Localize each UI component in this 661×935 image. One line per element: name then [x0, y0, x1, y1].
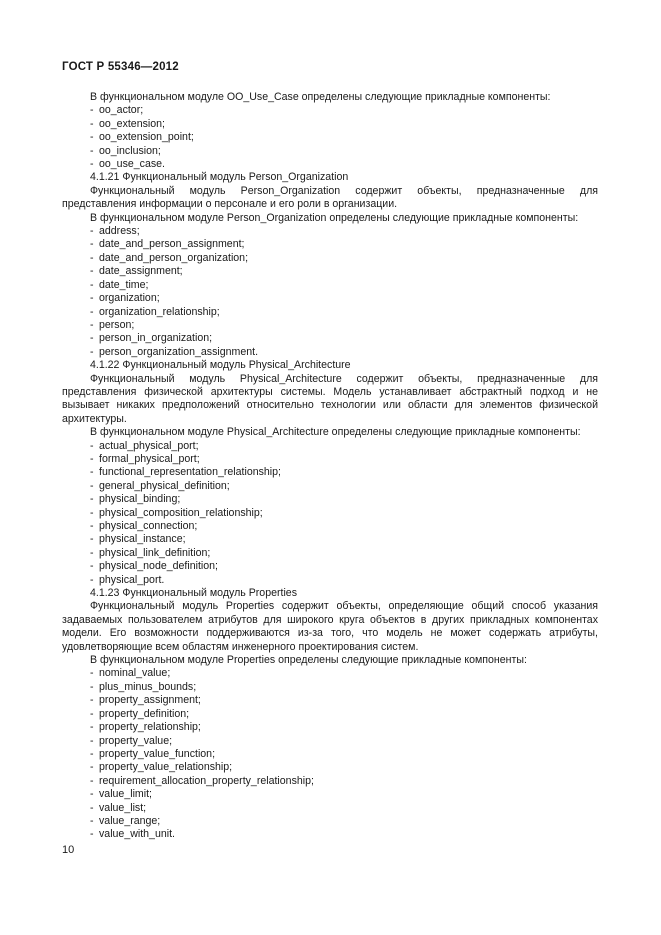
list-item-text: oo_inclusion; — [99, 144, 161, 157]
list-dash: - — [90, 520, 94, 532]
list-item — [62, 775, 598, 788]
list-item-text: oo_use_case. — [99, 158, 165, 171]
list-item — [62, 131, 598, 144]
list-item-text: physical_node_definition; — [99, 560, 218, 573]
document-header: ГОСТ Р 55346—2012 — [62, 61, 179, 73]
list-item-text: requirement_allocation_property_relationship; — [99, 774, 314, 787]
list-item-text: physical_composition_relationship; — [99, 506, 263, 519]
list-item — [62, 238, 598, 251]
list-item — [62, 560, 598, 573]
paragraph: Функциональный модуль Properties содержит объекты, определяющие общий способ указания задаваемых пользователем атрибутов для широкого круга объектов в других прикладных компонентах модели. Его возможности поддерживаются из-за того, что модель не может содержать атрибуты, удовлетворяющие всем областям инженерного проектирования систем. — [62, 600, 598, 653]
list-dash: - — [90, 251, 94, 264]
list-dash: - — [90, 560, 94, 573]
list-item-text: general_physical_definition; — [99, 479, 230, 492]
list-item — [62, 507, 598, 520]
list-item — [62, 681, 598, 694]
list-dash: - — [90, 747, 94, 760]
list-dash: - — [90, 774, 94, 787]
list-item-text: person_in_organization; — [99, 332, 213, 345]
list-item-text: organization_relationship; — [99, 305, 220, 318]
list-dash: - — [90, 238, 94, 251]
list-item-text: functional_representation_relationship; — [99, 466, 281, 479]
list-dash: - — [90, 761, 94, 774]
list-item-text: plus_minus_bounds; — [99, 680, 197, 693]
list-item-text: property_value; — [99, 734, 173, 747]
paragraph: В функциональном модуле Properties определены следующие прикладные компоненты: — [90, 654, 527, 667]
list-dash: - — [90, 506, 94, 519]
page-number: 10 — [62, 844, 75, 856]
list-dash: - — [90, 278, 94, 291]
list-item-text: physical_link_definition; — [99, 546, 211, 559]
list-dash: - — [90, 305, 94, 318]
list-item — [62, 667, 598, 680]
list-item-text: physical_port. — [99, 573, 165, 586]
list-item — [62, 802, 598, 815]
list-item-text: oo_extension; — [99, 117, 165, 130]
list-dash: - — [90, 828, 94, 841]
list-item — [62, 520, 598, 533]
paragraph: Функциональный модуль Physical_Architecture содержит объекты, предназначенные для представления физической архитектуры системы. Модель устанавливает абстрактный подход и не вызывает никаких предположений относительно технологии или области для элементов физической архитектуры. — [62, 372, 598, 425]
list-item — [62, 225, 598, 238]
list-item — [62, 265, 598, 278]
list-dash: - — [90, 265, 94, 278]
list-dash: - — [90, 345, 94, 358]
list-item — [62, 547, 598, 560]
list-item — [62, 493, 598, 506]
list-item-text: date_and_person_assignment; — [99, 238, 245, 251]
list-item-text: actual_physical_port; — [99, 439, 199, 452]
list-dash: - — [90, 533, 94, 546]
list-item — [62, 104, 598, 117]
list-item-text: formal_physical_port; — [99, 452, 200, 465]
list-item-text: organization; — [99, 292, 160, 305]
list-item-text: oo_extension_point; — [99, 131, 194, 144]
list-dash: - — [90, 158, 94, 171]
list-item — [62, 828, 598, 841]
list-item-text: nominal_value; — [99, 667, 171, 680]
list-item-text: value_with_unit. — [99, 828, 175, 841]
list-item — [62, 574, 598, 587]
list-dash: - — [90, 131, 94, 144]
list-item — [62, 292, 598, 305]
document-body — [62, 91, 598, 842]
list-item — [62, 279, 598, 292]
list-dash: - — [90, 117, 94, 130]
section-heading: 4.1.23 Функциональный модуль Properties — [90, 587, 297, 600]
paragraph: Функциональный модуль Person_Organization содержит объекты, предназначенные для представления информации о персонале и его роли в организации. — [62, 184, 598, 211]
list-dash: - — [90, 479, 94, 492]
list-dash: - — [90, 721, 94, 734]
paragraph: В функциональном модуле Physical_Architecture определены следующие прикладные компоненты: — [90, 426, 581, 439]
list-dash: - — [90, 104, 94, 117]
list-dash: - — [90, 707, 94, 720]
list-dash: - — [90, 439, 94, 452]
list-item — [62, 252, 598, 265]
list-item-text: date_assignment; — [99, 265, 183, 278]
list-item — [62, 721, 598, 734]
list-item-text: value_list; — [99, 801, 147, 814]
section-heading: 4.1.22 Функциональный модуль Physical_Architecture — [90, 359, 351, 372]
paragraph: В функциональном модуле Person_Organization определены следующие прикладные компоненты: — [90, 211, 579, 224]
list-dash: - — [90, 292, 94, 305]
list-dash: - — [90, 452, 94, 465]
list-item — [62, 466, 598, 479]
list-item-text: property_definition; — [99, 707, 190, 720]
paragraph: В функциональном модуле OO_Use_Case определены следующие прикладные компоненты: — [90, 91, 551, 103]
list-dash: - — [90, 466, 94, 479]
section-heading: 4.1.21 Функциональный модуль Person_Organization — [90, 171, 349, 184]
list-item — [62, 480, 598, 493]
list-dash: - — [90, 144, 94, 157]
list-item-text: address; — [99, 225, 140, 238]
list-item — [62, 440, 598, 453]
list-item — [62, 319, 598, 332]
list-item — [62, 748, 598, 761]
list-item — [62, 118, 598, 131]
list-dash: - — [90, 814, 94, 827]
list-item-text: physical_binding; — [99, 493, 181, 506]
list-dash: - — [90, 318, 94, 331]
list-item — [62, 332, 598, 345]
list-item-text: value_limit; — [99, 788, 152, 801]
list-dash: - — [90, 573, 94, 586]
list-item — [62, 815, 598, 828]
list-item-text: physical_connection; — [99, 520, 198, 532]
list-item — [62, 533, 598, 546]
list-item-text: property_value_relationship; — [99, 761, 233, 774]
list-item-text: person; — [99, 318, 135, 331]
list-item — [62, 453, 598, 466]
list-item-text: property_relationship; — [99, 721, 201, 734]
list-item-text: oo_actor; — [99, 104, 144, 117]
list-dash: - — [90, 801, 94, 814]
list-item — [62, 708, 598, 721]
list-dash: - — [90, 788, 94, 801]
list-dash: - — [90, 734, 94, 747]
list-dash: - — [90, 667, 94, 680]
list-dash: - — [90, 680, 94, 693]
list-item-text: property_value_function; — [99, 747, 216, 760]
list-item — [62, 735, 598, 748]
list-item-text: property_assignment; — [99, 694, 201, 707]
list-item-text: value_range; — [99, 814, 161, 827]
list-item — [62, 145, 598, 158]
list-item — [62, 306, 598, 319]
list-item-text: physical_instance; — [99, 533, 186, 546]
list-item — [62, 158, 598, 171]
list-dash: - — [90, 225, 94, 238]
list-dash: - — [90, 332, 94, 345]
list-item-text: person_organization_assignment. — [99, 345, 259, 358]
list-dash: - — [90, 694, 94, 707]
list-item — [62, 694, 598, 707]
list-item — [62, 788, 598, 801]
list-item — [62, 761, 598, 774]
list-dash: - — [90, 493, 94, 506]
list-item-text: date_and_person_organization; — [99, 251, 249, 264]
list-dash: - — [90, 546, 94, 559]
list-item-text: date_time; — [99, 278, 149, 291]
list-item — [62, 346, 598, 359]
